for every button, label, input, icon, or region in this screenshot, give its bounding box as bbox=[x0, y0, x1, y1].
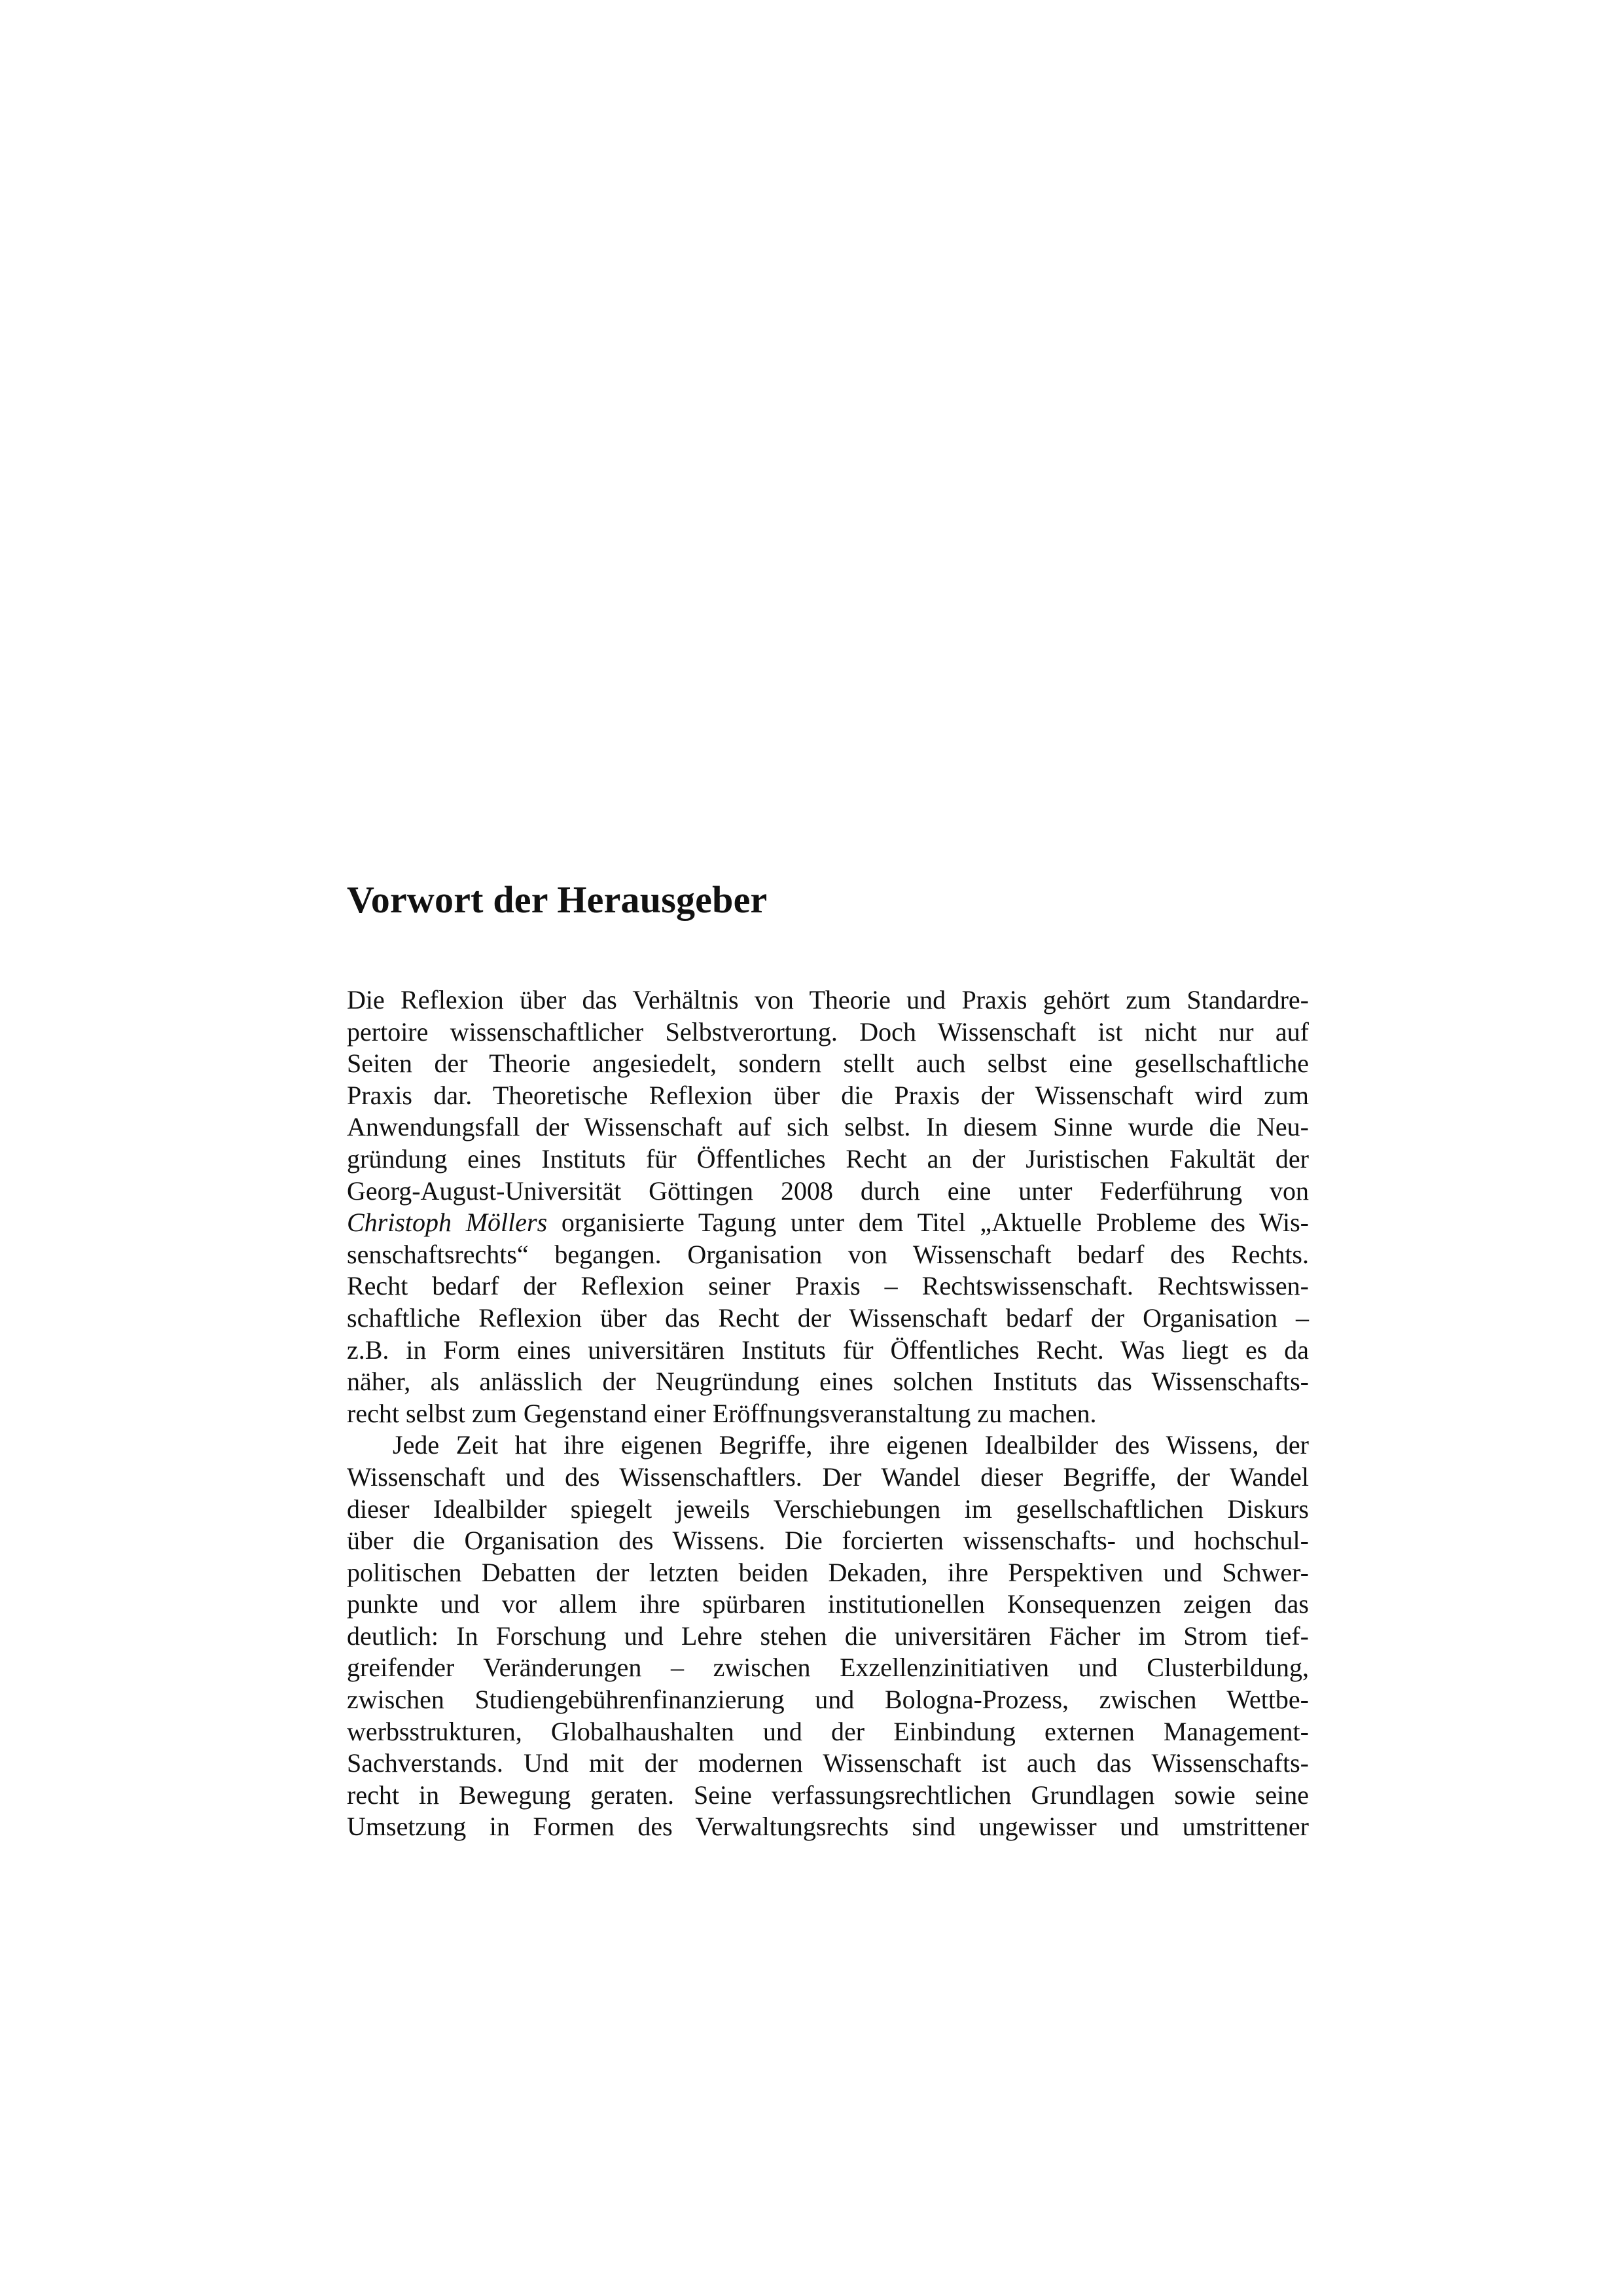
text-line: dieser Idealbilder spiegelt jeweils Verschiebungen im gesellschaftlichen Diskurs bbox=[347, 1494, 1309, 1524]
text-line: Anwendungsfall der Wissenschaft auf sich selbst. In diesem Sinne wurde die Neu- bbox=[347, 1112, 1309, 1142]
text-line: Jede Zeit hat ihre eigenen Begriffe, ihre eigenen Idealbilder des Wissens, der bbox=[393, 1430, 1309, 1460]
text-line: zwischen Studiengebührenfinanzierung und Bologna-Prozess, zwischen Wettbe- bbox=[347, 1685, 1309, 1715]
text-line: schaftliche Reflexion über das Recht der Wissenschaft bedarf der Organisation – bbox=[347, 1302, 1309, 1333]
page-title: Vorwort der Herausgeber bbox=[347, 878, 768, 921]
text-line: Umsetzung in Formen des Verwaltungsrechts sind ungewisser und umstrittener bbox=[347, 1812, 1309, 1842]
text-line-with-author bbox=[347, 1207, 1309, 1239]
text-line: Praxis dar. Theoretische Reflexion über die Praxis der Wissenschaft wird zum bbox=[347, 1080, 1309, 1110]
author-name: Christoph Möllers bbox=[347, 1208, 548, 1238]
text-line: punkte und vor allem ihre spürbaren institutionellen Konsequenzen zeigen das bbox=[347, 1589, 1309, 1619]
text-line: greifender Veränderungen – zwischen Exzellenzinitiativen und Clusterbildung, bbox=[347, 1653, 1309, 1683]
text-line: recht selbst zum Gegenstand einer Eröffnungsveranstaltung zu machen. bbox=[347, 1398, 1097, 1428]
text-line: Georg-August-Universität Göttingen 2008 durch eine unter Federführung von bbox=[347, 1175, 1309, 1206]
text-line: werbsstrukturen, Globalhaushalten und der Einbindung externen Management- bbox=[347, 1716, 1309, 1746]
text-line: pertoire wissenschaftlicher Selbstverortung. Doch Wissenschaft ist nicht nur auf bbox=[347, 1016, 1309, 1047]
text-line: gründung eines Instituts für Öffentliches Recht an der Juristischen Fakultät der bbox=[347, 1143, 1309, 1174]
text-line-rest: organisierte Tagung unter dem Titel „Aktuelle Probleme des Wis- bbox=[547, 1208, 1309, 1238]
text-line: über die Organisation des Wissens. Die forcierten wissenschafts- und hochschul- bbox=[347, 1526, 1309, 1556]
text-line: senschaftsrechts“ begangen. Organisation von Wissenschaft bedarf des Rechts. bbox=[347, 1239, 1309, 1269]
text-line: Recht bedarf der Reflexion seiner Praxis – Rechtswissenschaft. Rechtswissen- bbox=[347, 1271, 1309, 1301]
text-line: recht in Bewegung geraten. Seine verfassungsrechtlichen Grundlagen sowie seine bbox=[347, 1780, 1309, 1810]
text-line: Die Reflexion über das Verhältnis von Theorie und Praxis gehört zum Standardre- bbox=[347, 985, 1309, 1014]
preface-body bbox=[347, 984, 1309, 1843]
text-line: z.B. in Form eines universitären Instituts für Öffentliches Recht. Was liegt es da bbox=[347, 1335, 1309, 1365]
text-line: deutlich: In Forschung und Lehre stehen die universitären Fächer im Strom tief- bbox=[347, 1621, 1309, 1651]
text-line: Wissenschaft und des Wissenschaftlers. Der Wandel dieser Begriffe, der Wandel bbox=[347, 1462, 1309, 1492]
text-line: Sachverstands. Und mit der modernen Wissenschaft ist auch das Wissenschafts- bbox=[347, 1748, 1309, 1778]
text-line: näher, als anlässlich der Neugründung eines solchen Instituts das Wissenschafts- bbox=[347, 1367, 1309, 1397]
text-line: Seiten der Theorie angesiedelt, sondern stellt auch selbst eine gesellschaftliche bbox=[347, 1049, 1309, 1079]
text-line: politischen Debatten der letzten beiden Dekaden, ihre Perspektiven und Schwer- bbox=[347, 1557, 1309, 1587]
